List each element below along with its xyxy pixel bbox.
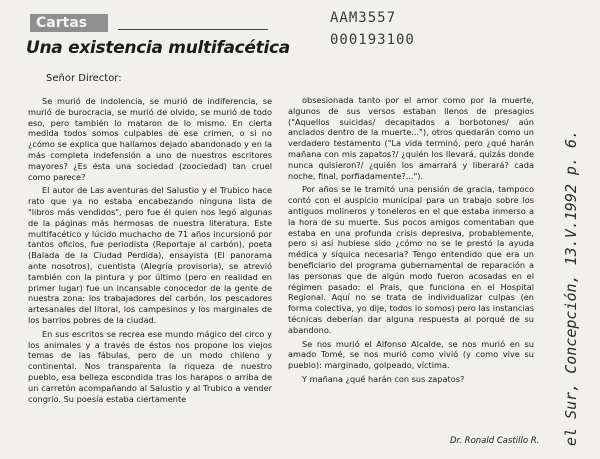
right-column (288, 95, 534, 385)
left-column (28, 96, 272, 404)
paragraph: Y mañana ¿qué harán con sus zapatos? (302, 373, 465, 384)
paragraph: Se murió de indolencia, se murió de indiferencia, se murió de burocracia, se murió de olvido, se murió de todo eso, pero también lo mataron de lo mismo. En cierta medida todos somos culpables de ese crimen, o si no ¿cómo se explica que hallamos dejado abandonado y en la más completa indefensión a uno de nuestros escritores mayores? ¿Es ésta una sociedad (zoociedad) tan cruel como parece? (28, 96, 272, 182)
letter-salutation: Señor Director: (46, 73, 122, 84)
paragraph: En sus escritos se recrea ese mundo mágico del circo y los animales y a través de éstos nos propone los viejos temas de las fábulas, pero de un modo chileno y continental. Nos transparenta la riqueza de nuestro pueblo, esa belleza escondida tras los harapos o arriba de un carretón acompañando al Salustio y al Trubico a vender congrio. Su poesía estaba ciertamente (28, 328, 272, 404)
letter-signature: Dr. Ronald Castillo R. (450, 436, 540, 446)
paragraph: obsesionada tanto por el amor como por la muerte, algunos de sus versos estaban llenos de presagios ("Aquellos suicidas/ decapitados a borbotones/ aún anclados dentro de la muerte..."), otros quedarán como un verdadero testamento ("La vida terminó, pero ¿qué harán mañana con mis zapatos?/ ¿quién los llevará, quizás donde nunca quisieron?/ ¿quién los amarrará y liberará? cada noche, final, porfiadamente?..."). (288, 95, 534, 181)
handwritten-code-bottom: 000193100 (330, 32, 415, 48)
handwritten-margin-note: el Sur, Concepción, 13.V.1992 p. 6. (562, 129, 580, 446)
header-rule (118, 29, 268, 30)
paragraph: Por años se le tramitó una pensión de gracia, tampoco contó con el auspicio municipal para un trabajo sobre los antiguos molineros y toneleros en el que estaba inmerso a la hora de su muerte. Sus pocos amigos comentaban que estaba en una profunda crisis depresiva, probablemente, pero si así hubiese sido ¿cómo no se le prestó la ayuda médica y síquica necesaria? Tengo entendido que era un beneficiario del programa gubernamental de reparación a las personas que de algún modo fueron acosadas en el régimen pasado: el Prais, que funciona en el Hospital Regional. Aquí no se trata de individualizar culpas (en forma colectiva, yo dije, todos lo somos) pero las instancias técnicas deberían dar alguna respuesta al porqué de su abandono. (288, 184, 534, 335)
section-tag: Cartas (30, 14, 108, 32)
paragraph: El autor de Las aventuras del Salustio y el Trubico hace rato que ya no estaba encabezando ninguna lista de "libros más vendidos", pero fue él quien nos legó algunas de la páginas más hermosas de nuestra literatura. Este multifacético y lúcido muchacho de 71 años incursionó por tantos oficios, fue periodista (Reportaje al carbón), poeta (Balada de la Ciudad Perdida), ensayista (El panorama ante nosotros), cuentista (Alegría provisoria), se atrevió también con la pintura y por último (pero en realidad en primer lugar) fue un incansable conocedor de la gente de nuestra zona: los trabajadores del carbón, los pescadores artesanales del litoral, los campesinos y los marginales de los barrios pobres de la ciudad. (28, 185, 272, 325)
article-title: Una existencia multifacética (26, 38, 290, 58)
handwritten-code-top: AAM3557 (330, 10, 397, 26)
paragraph: Se nos murió el Alfonso Alcalde, se nos murió en su amado Tomé, se nos murió como vivió (y como vive su pueblo): marginado, golpeado, víctima. (288, 338, 534, 371)
